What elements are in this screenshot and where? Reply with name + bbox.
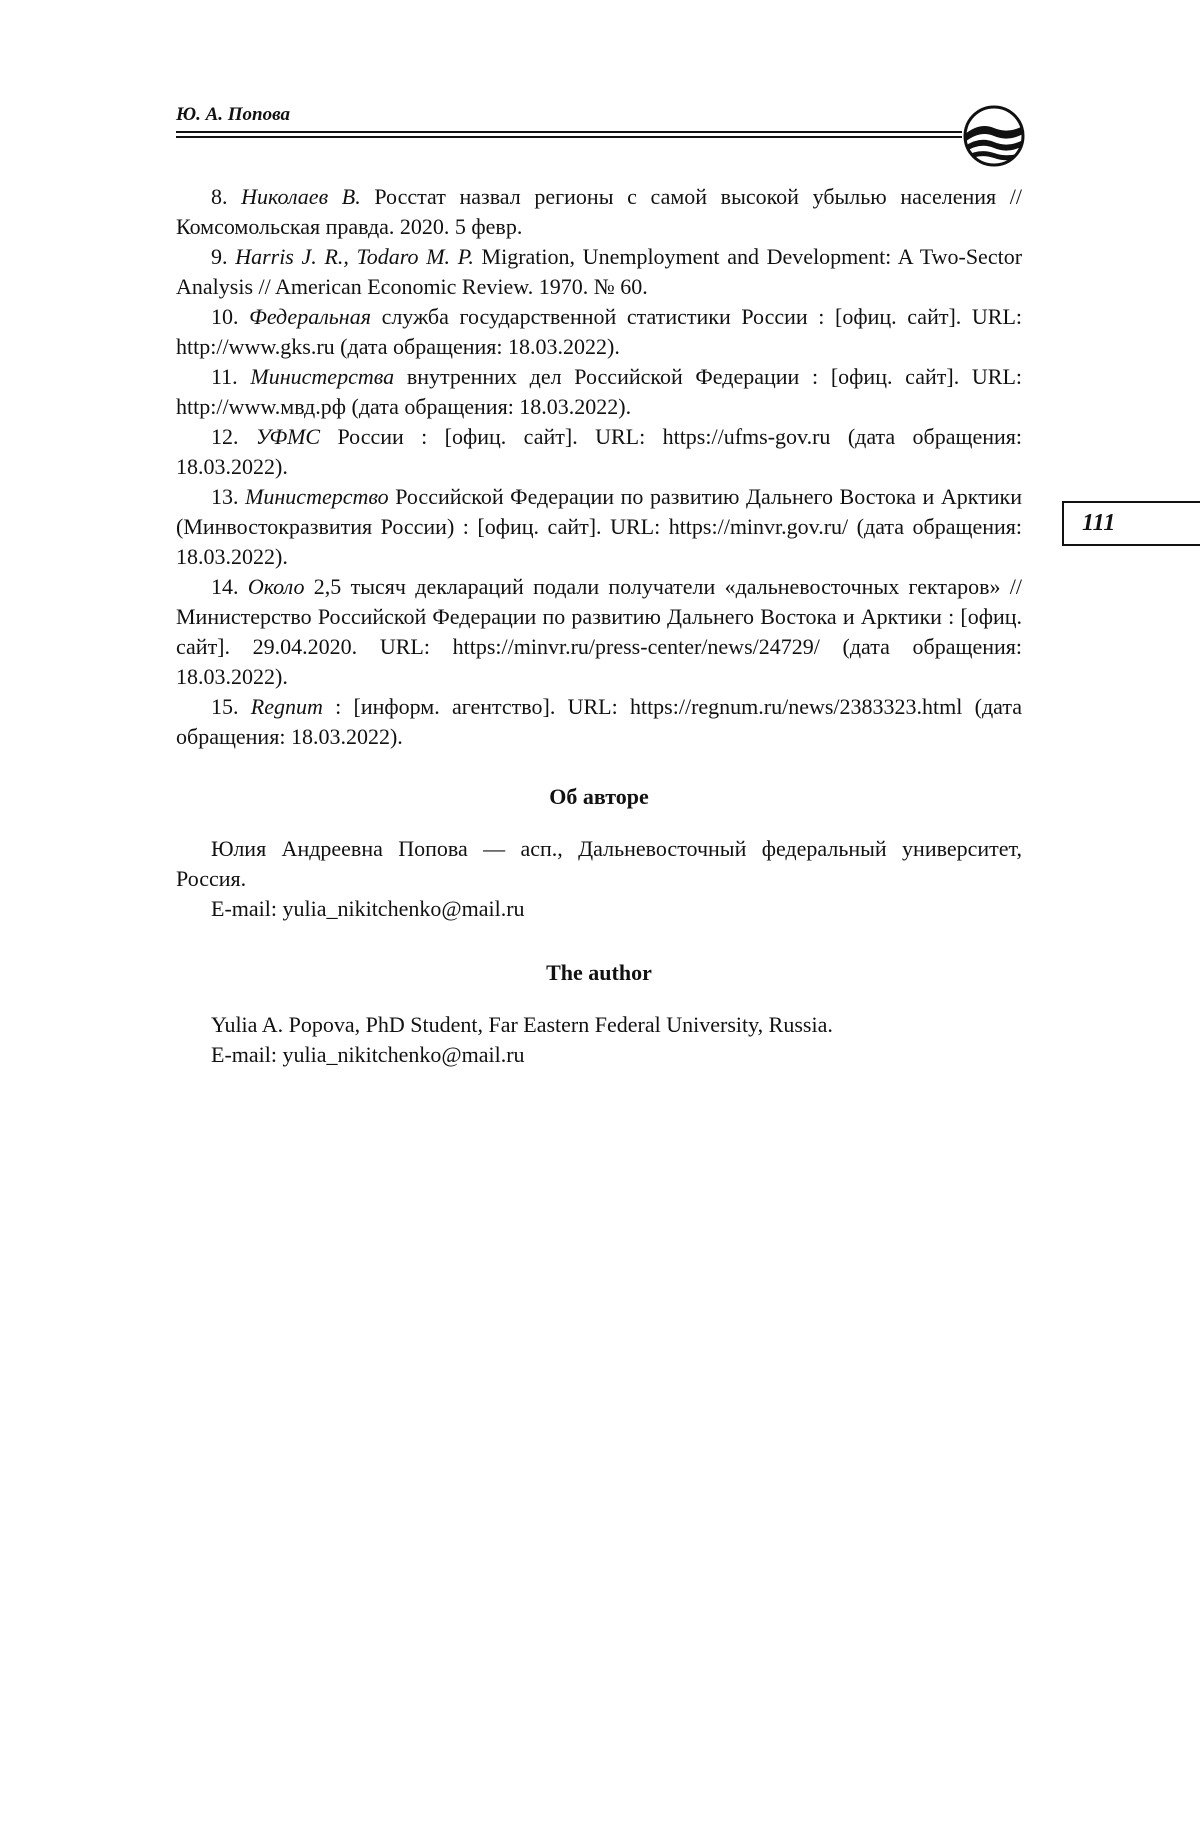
reference-text: России : [офиц. сайт]. URL: https://ufms-gov.ru (дата обращения: 18.03.2022). [176, 424, 1023, 479]
page-number-box [1062, 501, 1200, 546]
reference-text: служба государственной статистики России : [офиц. сайт]. URL: http://www.gks.ru (дата обращения: 18.03.2022). [176, 304, 1023, 359]
reference-number: 8. [211, 184, 228, 209]
reference-number: 14. [211, 574, 239, 599]
reference-author: Федеральная [249, 304, 371, 329]
reference-item [176, 572, 1022, 692]
reference-text: Migration, Unemployment and Development: A Two-Sector Analysis // American Economic Review. 1970. № 60. [176, 244, 1023, 299]
reference-author: Regnum [250, 694, 323, 719]
reference-item [176, 302, 1022, 362]
reference-author: УФМС [255, 424, 321, 449]
journal-logo-icon [962, 104, 1026, 168]
reference-item [176, 692, 1022, 752]
header-rule-top [176, 131, 962, 133]
reference-number: 11. [211, 364, 238, 389]
reference-author: Николаев В. [241, 184, 361, 209]
reference-number: 13. [211, 484, 239, 509]
header-rule-bottom [176, 136, 962, 138]
reference-author: Министерство [245, 484, 389, 509]
reference-item [176, 422, 1022, 482]
reference-number: 12. [211, 424, 239, 449]
author-email: E-mail: yulia_nikitchenko@mail.ru [211, 896, 525, 921]
the-author-title: The author [546, 960, 652, 985]
reference-text: : [информ. агентство]. URL: https://regnum.ru/news/2383323.html (дата обращения: 18.03.2022). [176, 694, 1023, 749]
main-content [176, 182, 1022, 1070]
reference-item [176, 182, 1022, 242]
reference-item [176, 242, 1022, 302]
reference-author: Harris J. R., Todaro M. P. [235, 244, 474, 269]
page-number: 111 [1082, 510, 1116, 536]
reference-text: внутренних дел Российской Федерации : [офиц. сайт]. URL: http://www.мвд.рф (дата обращения: 18.03.2022). [176, 364, 1023, 419]
author-bio: Юлия Андреевна Попова — асп., Дальневосточный федеральный университет, Россия. [176, 836, 1022, 891]
reference-author: Около [247, 574, 305, 599]
reference-list [176, 182, 1022, 752]
reference-number: 9. [211, 244, 228, 269]
about-author-section [176, 834, 1022, 924]
reference-item [176, 482, 1022, 572]
reference-number: 10. [211, 304, 239, 329]
reference-text: Российской Федерации по развитию Дальнего Востока и Арктики (Минвостокразвития России) : [офиц. сайт]. URL: https://minvr.gov.ru/ (дата обращения: 18.03.2022). [176, 484, 1022, 569]
author-email-en: E-mail: yulia_nikitchenko@mail.ru [211, 1042, 525, 1067]
reference-number: 15. [211, 694, 239, 719]
reference-text: 2,5 тысяч деклараций подали получатели «дальневосточных гектаров» // Министерство Российской Федерации по развитию Дальнего Востока и Арктики : [офиц. сайт]. 29.04.2020. URL: https://minvr.ru/press-center/news/24729/ (дата обращения: 18.03.2022). [176, 574, 1023, 689]
reference-text: Росстат назвал регионы с самой высокой убылью населения // Комсомольская правда. 2020. 5 февр. [176, 184, 1022, 239]
about-author-title: Об авторе [549, 784, 649, 809]
reference-author: Министерства [250, 364, 395, 389]
running-head: Ю. А. Попова [176, 104, 290, 125]
author-bio-en: Yulia A. Popova, PhD Student, Far Eastern Federal University, Russia. [211, 1012, 833, 1037]
reference-item [176, 362, 1022, 422]
the-author-section [176, 1010, 1022, 1070]
